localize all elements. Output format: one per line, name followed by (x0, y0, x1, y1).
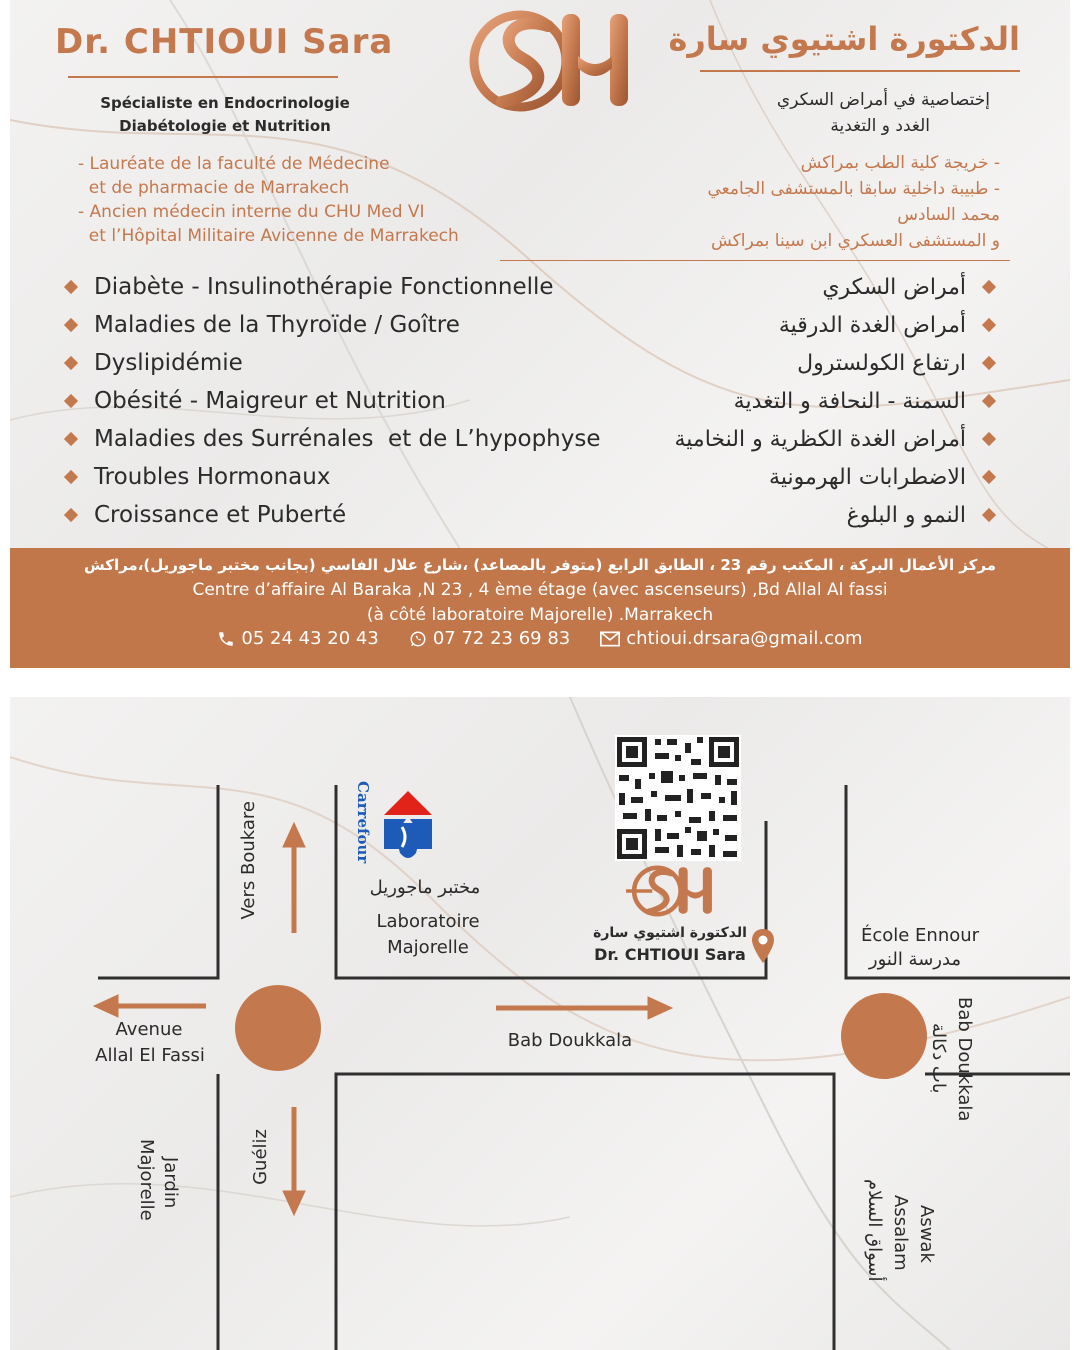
label-bab-doukkala-ar: باب دكالة (928, 1023, 949, 1094)
services-list-ar (650, 268, 1000, 534)
address-fr-line1: Centre d’affaire Al Baraka ,N 23 , 4 ème étage (avec ascenseurs) ,Bd Allal Al fassi (192, 580, 888, 600)
service-ar-item: السمنة - النحافة و التغدية (650, 382, 1000, 420)
cv-ar-line3: محمد السادس (897, 205, 1000, 225)
service-ar-item: أمراض الغدة الدرقية (650, 306, 1000, 344)
specialty-fr-line1: Spécialiste en Endocrinologie (100, 94, 350, 112)
label-ecole-fr: École Ennour (860, 925, 980, 946)
business-card-front (10, 0, 1070, 668)
label-vers-boukare: Vers Boukare (238, 801, 259, 920)
bullet-diamond-icon (64, 470, 78, 484)
service-fr-item: Dyslipidémie (60, 344, 680, 382)
email-contact[interactable]: chtioui.drsara@gmail.com (600, 628, 862, 649)
cv-ar-line2: - طبيبة داخلية سابقا بالمستشفى الجامعي (707, 179, 1000, 199)
service-fr-item: Maladies de la Thyroïde / Goître (60, 306, 680, 344)
label-avenue-2: Allal El Fassi (95, 1045, 205, 1066)
name-underline-ar (700, 70, 1020, 72)
label-ecole-ar: مدرسة النور (868, 949, 962, 970)
bullet-diamond-icon (982, 470, 996, 484)
address-ar: مركز الأعمال البركة ، المكتب رقم 23 ، الطابق الرابع (متوفر بالمصاعد) ،شارع علال الفاسي (بجانب مختبر ماجوريل)،مراكش (84, 556, 996, 574)
doctor-name-ar: الدكتورة اشتيوي سارة (668, 20, 1020, 58)
bullet-diamond-icon (982, 356, 996, 370)
label-lab-fr-2: Majorelle (387, 937, 469, 958)
service-ar-item: أمراض السكري (650, 268, 1000, 306)
service-ar-item: الاضطرابات الهرمونية (650, 458, 1000, 496)
qr-code[interactable] (615, 735, 741, 861)
clinic-logo (450, 6, 640, 116)
cv-fr-line1: - Lauréate de la faculté de Médecine (78, 154, 390, 174)
label-bab-doukkala: Bab Doukkala (507, 1030, 633, 1051)
label-avenue-1: Avenue (115, 1019, 183, 1040)
cv-ar-line4: و المستشفى العسكري ابن سينا بمراكش (710, 231, 1000, 251)
cv-ar-line1: - خريجة كلية الطب بمراكش (800, 153, 1000, 173)
whatsapp-icon (409, 630, 427, 648)
label-gueliz: Guéliz (250, 1129, 271, 1185)
bullet-diamond-icon (64, 432, 78, 446)
bullet-diamond-icon (64, 394, 78, 408)
bullet-diamond-icon (64, 280, 78, 294)
services-list-fr (60, 268, 680, 534)
doctor-logo-small (622, 863, 718, 919)
phone-icon (217, 630, 235, 648)
specialty-ar-line2: الغدد و التغدية (830, 116, 930, 136)
business-card-back-map (10, 697, 1070, 1350)
label-jardin-1: Jardin (160, 1157, 181, 1209)
bullet-diamond-icon (982, 508, 996, 522)
service-fr-item: Maladies des Surrénales et de L’hypophyse (60, 420, 680, 458)
bullet-diamond-icon (64, 508, 78, 522)
specialty-fr-line2: Diabétologie et Nutrition (119, 117, 331, 135)
service-fr-item: Obésité - Maigreur et Nutrition (60, 382, 680, 420)
label-doctor-fr: Dr. CHTIOUI Sara (594, 945, 746, 964)
service-fr-item: Diabète - Insulinothérapie Fonctionnelle (60, 268, 680, 306)
label-bab-doukkala-vertical: Bab Doukkala (954, 997, 975, 1122)
email-icon (600, 631, 620, 647)
carrefour-logo-icon (380, 789, 436, 863)
specialty-ar-line1: إختصاصية في أمراض السكري (776, 90, 990, 110)
bullet-diamond-icon (982, 280, 996, 294)
service-ar-item: النمو و البلوغ (650, 496, 1000, 534)
service-fr-item: Croissance et Puberté (60, 496, 680, 534)
service-fr-item: Troubles Hormonaux (60, 458, 680, 496)
whatsapp-contact[interactable]: 07 72 23 69 83 (409, 628, 570, 649)
label-aswak-1: Aswak (916, 1205, 937, 1263)
doctor-name-fr: Dr. CHTIOUI Sara (55, 22, 394, 62)
cv-fr-line2: et de pharmacie de Marrakech (78, 178, 350, 198)
label-lab-fr-1: Laboratoire (376, 911, 480, 932)
bullet-diamond-icon (982, 432, 996, 446)
label-doctor-ar: الدكتورة اشتيوي سارة (593, 925, 747, 941)
contact-bar (10, 548, 1070, 668)
service-ar-item: ارتفاع الكولسترول (650, 344, 1000, 382)
service-ar-item: أمراض الغدة الكظرية و النخامية (650, 420, 1000, 458)
cv-fr-line4: et l’Hôpital Militaire Avicenne de Marrakech (78, 226, 459, 246)
bullet-diamond-icon (982, 394, 996, 408)
phone-contact[interactable]: 05 24 43 20 43 (217, 628, 378, 649)
label-aswak-ar: أسواق السلام (864, 1179, 885, 1282)
bullet-diamond-icon (64, 356, 78, 370)
cv-fr-line3: - Ancien médecin interne du CHU Med VI (78, 202, 425, 222)
label-lab-ar: مختبر ماجوريل (369, 877, 481, 898)
bullet-diamond-icon (64, 318, 78, 332)
carrefour-wordmark: Carrefour (354, 781, 372, 864)
address-fr-line2: (à côté laboratoire Majorelle) .Marrakech (366, 605, 714, 625)
label-jardin-2: Majorelle (136, 1139, 157, 1221)
name-underline-fr (68, 76, 338, 78)
label-aswak-2: Assalam (890, 1195, 911, 1271)
section-divider (500, 260, 1010, 261)
location-pin-icon (752, 929, 774, 963)
bullet-diamond-icon (982, 318, 996, 332)
contact-row (10, 628, 1070, 649)
